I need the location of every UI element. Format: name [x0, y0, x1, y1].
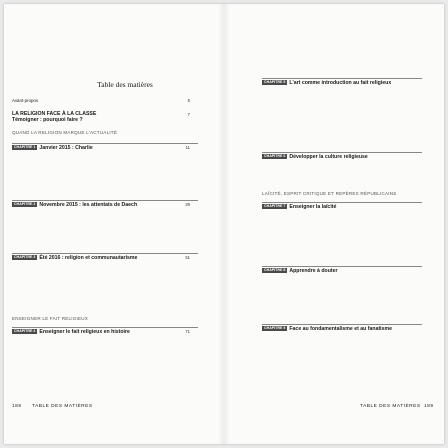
footer-page-number: 188	[12, 404, 22, 409]
toc-chapter: CHAPITRE 1 Janvier 2015 : Charlie	[14, 145, 93, 151]
toc-page-number: 5	[187, 98, 190, 103]
toc-section-heading: ENSEIGNER LE FAIT RELIGIEUX	[12, 316, 89, 321]
toc-page-number: 51	[185, 255, 190, 260]
toc-page-number: 11	[185, 145, 190, 150]
toc-chapter: CHAPITRE 9 Face au fondamentalisme et au fanatisme	[264, 326, 393, 332]
footer-page-number: 189	[424, 404, 434, 409]
toc-page-number: 29	[185, 202, 190, 207]
toc-chapter: CHAPITRE 2 Novembre 2015 : les attentats de Daech	[14, 202, 138, 208]
chapter-badge: CHAPITRE 5	[264, 80, 286, 84]
toc-chapter: CHAPITRE 8 Apprendre à douter	[264, 268, 338, 274]
toc-chapter: CHAPITRE 7 Enseigner la laïcité	[264, 204, 337, 210]
chapter-badge: CHAPITRE 1	[14, 145, 36, 149]
toc-section-heading: QUAND LA RELIGION MARQUE L'ACTUALITÉ	[12, 130, 118, 135]
toc-page-number: 71	[185, 329, 190, 334]
toc-part-subheading: Témoigner : pourquoi faire ?	[12, 117, 83, 123]
divider	[12, 200, 198, 201]
chapter-badge: CHAPITRE 3	[14, 255, 36, 259]
toc-title: Table des matières	[97, 80, 153, 89]
toc-part-heading: LA RELIGION FACE À LA CLASSE	[12, 111, 97, 117]
divider	[262, 152, 422, 153]
book-spread	[4, 4, 444, 444]
chapter-badge: CHAPITRE 9	[264, 326, 286, 330]
chapter-badge: CHAPITRE 8	[264, 268, 286, 272]
divider	[262, 266, 422, 267]
footer-running-title: TABLE DES MATIÈRES	[32, 404, 93, 409]
divider	[262, 202, 422, 203]
toc-chapter: CHAPITRE 4 Enseigner le fait religieux en histoire	[14, 329, 130, 335]
toc-chapter: CHAPITRE 6 Développer la culture religieuse	[264, 154, 368, 160]
left-page	[4, 4, 224, 444]
chapter-badge: CHAPITRE 6	[264, 154, 286, 158]
divider	[262, 324, 422, 325]
toc-chapter: CHAPITRE 5 L'art comme introduction au fait religieux	[264, 80, 392, 86]
toc-section-heading: LAÏCITÉ, ESPRIT CRITIQUE ET REPÈRES RÉPUBLICAINS	[262, 191, 397, 196]
toc-page-number: 7	[187, 112, 190, 117]
toc-entry-avant-propos: Avant-propos	[12, 98, 39, 103]
chapter-badge: CHAPITRE 4	[14, 329, 36, 333]
toc-chapter: CHAPITRE 3 Été 2016 : religion et communautarisme	[14, 255, 138, 261]
divider	[262, 78, 422, 79]
divider	[12, 143, 198, 144]
divider	[12, 253, 198, 254]
chapter-badge: CHAPITRE 2	[14, 202, 36, 206]
chapter-badge: CHAPITRE 7	[264, 204, 286, 208]
right-page	[224, 4, 444, 444]
footer-running-title: TABLE DES MATIÈRES	[360, 404, 421, 409]
divider	[12, 327, 198, 328]
